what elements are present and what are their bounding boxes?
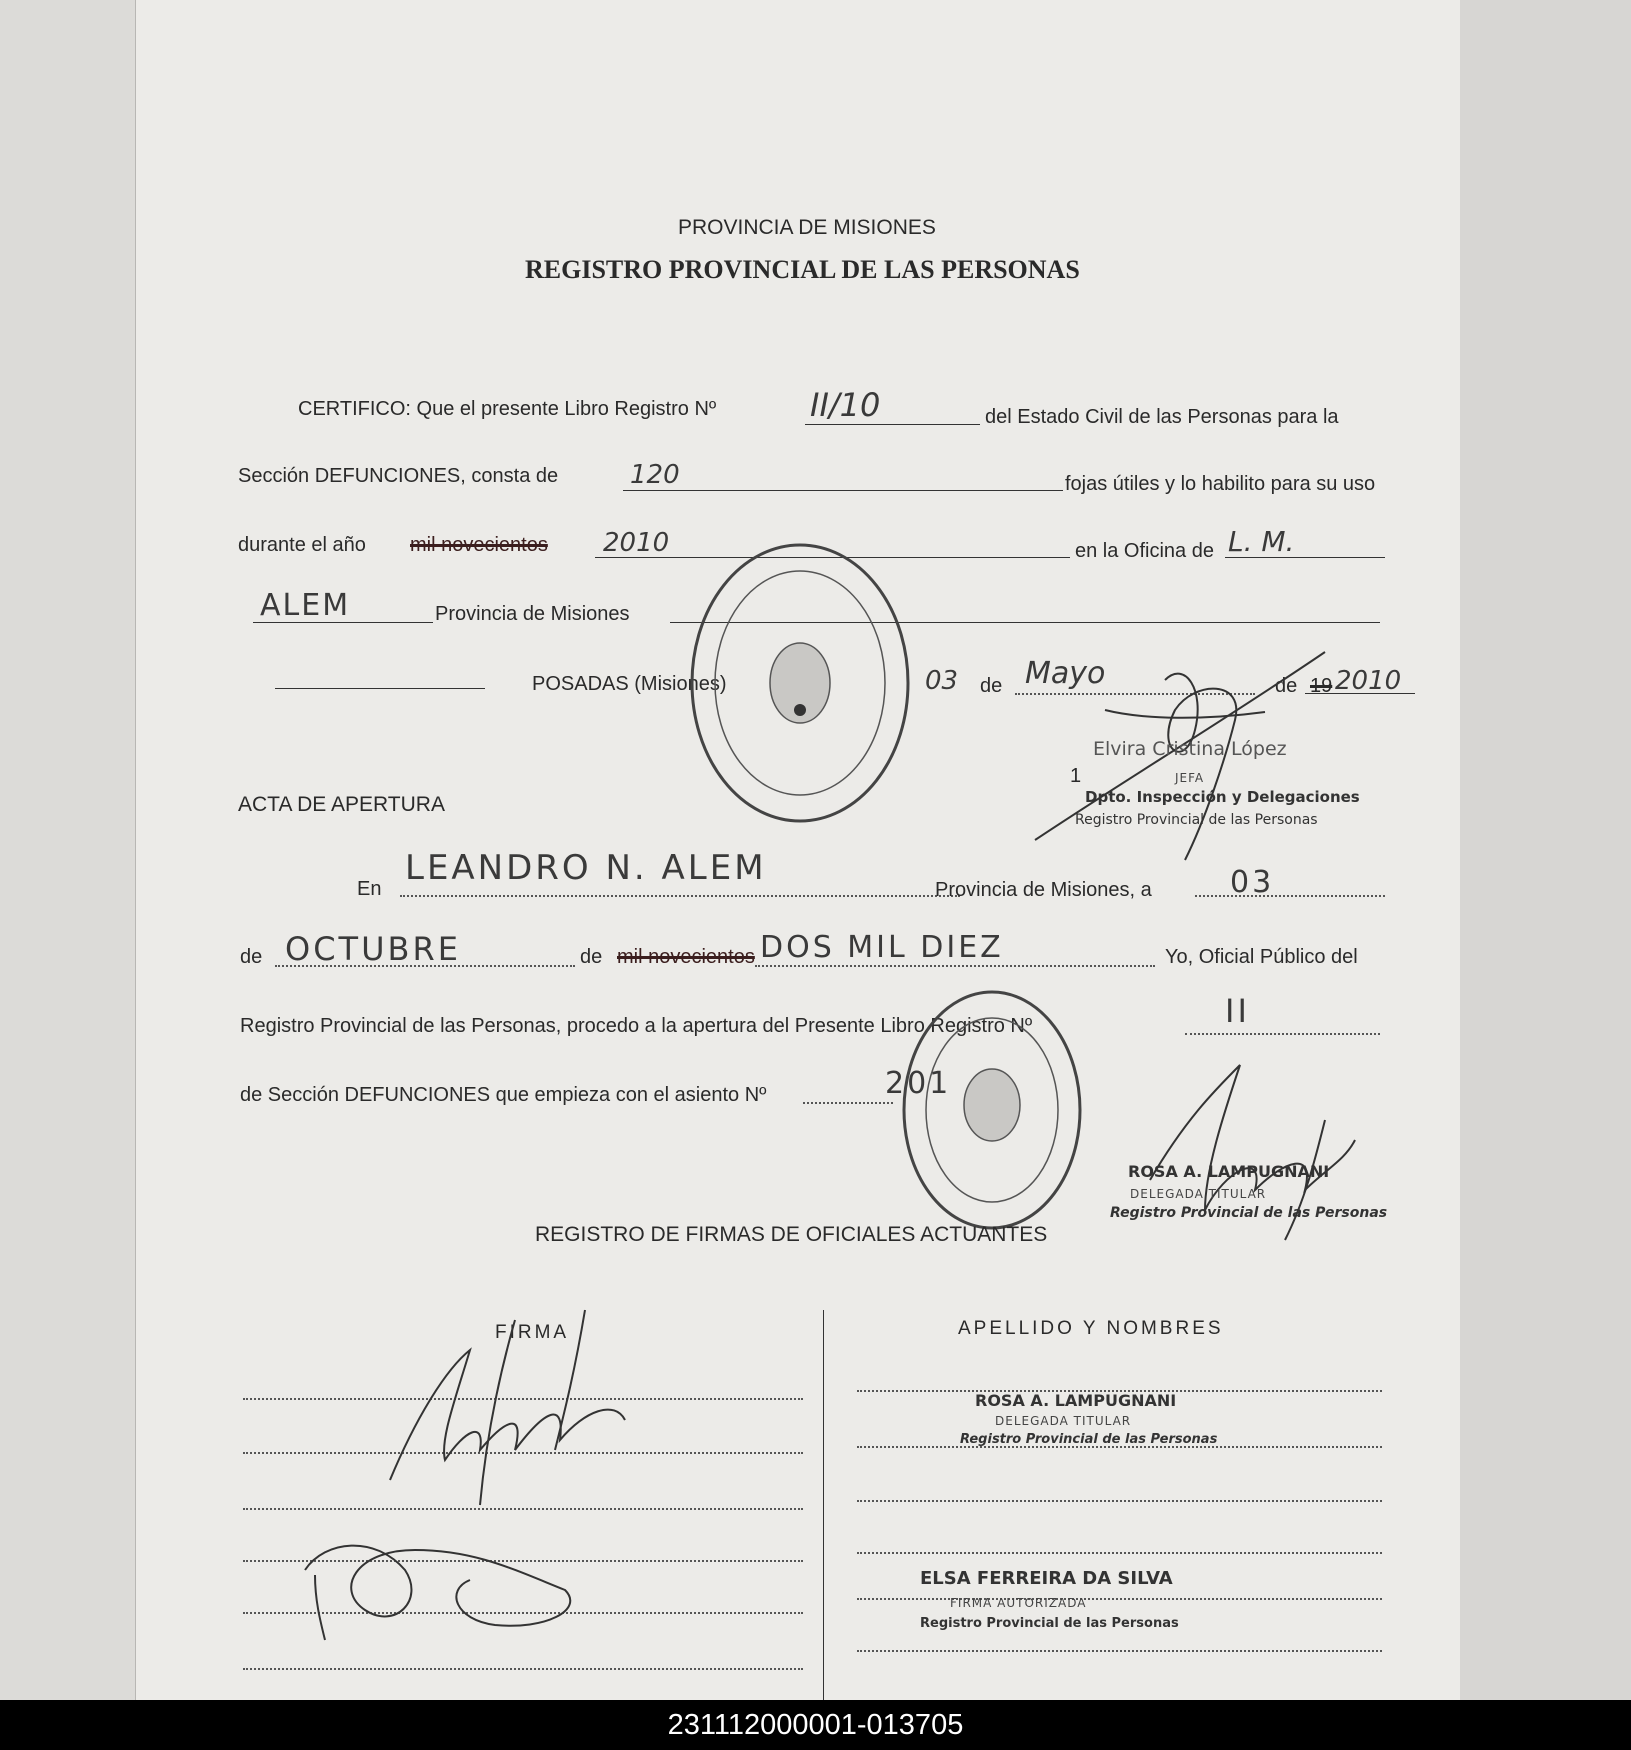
background-left: [0, 0, 135, 1700]
entry1-name: ROSA A. LAMPUGNANI: [975, 1391, 1177, 1410]
signature-3: [385, 1310, 705, 1510]
acta-asiento: 201: [885, 1066, 952, 1101]
entry2-role: FIRMA AUTORIZADA: [950, 1596, 1087, 1610]
acta-day: 03: [1230, 865, 1275, 900]
col-nombres: APELLIDO Y NOMBRES: [958, 1318, 1224, 1339]
signature-2: [1145, 1060, 1385, 1250]
libro-number: II/10: [810, 386, 881, 424]
year-words-dots: [755, 965, 1155, 967]
acta-struck: mil novecientos: [617, 946, 755, 968]
registro-dots: [1185, 1033, 1380, 1035]
entry1-role: DELEGADA TITULAR: [995, 1414, 1132, 1428]
cert-line1-b: del Estado Civil de las Personas para la: [985, 406, 1339, 428]
posadas-text: POSADAS (Misiones): [532, 673, 727, 695]
year2-handwritten: 2010: [1335, 666, 1402, 696]
de-text-2: de: [1275, 675, 1298, 697]
place-dots: [400, 895, 960, 897]
acta-en: En: [357, 878, 382, 900]
office-name-1: L. M.: [1228, 525, 1295, 558]
day-dots: [1195, 895, 1385, 897]
acta-de: de: [240, 946, 263, 968]
acta-line4: de Sección DEFUNCIONES que empieza con el asiento Nº: [240, 1084, 767, 1106]
office-name-2: ALEM: [260, 588, 351, 623]
background-right: [1460, 0, 1631, 1700]
stamp2-name: ROSA A. LAMPUGNANI: [1128, 1162, 1330, 1181]
oval-seal-1: [680, 540, 960, 830]
acta-year-words: DOS MIL DIEZ: [760, 930, 1004, 965]
office-underline-1: [1225, 557, 1385, 558]
acta-prov: Provincia de Misiones, a: [935, 879, 1152, 901]
entry2-name: ELSA FERREIRA DA SILVA: [920, 1568, 1173, 1589]
cert-line3-b: en la Oficina de: [1075, 540, 1214, 562]
stamp1-dept: Dpto. Inspección y Delegaciones: [1085, 788, 1360, 806]
acta-de2: de: [580, 946, 603, 968]
cert-line4: Provincia de Misiones: [435, 603, 630, 625]
acta-registro-no: II: [1225, 992, 1250, 1030]
cert-line2-a: Sección DEFUNCIONES, consta de: [238, 465, 559, 487]
entry1-registry: Registro Provincial de las Personas: [960, 1432, 1218, 1447]
nombre-row-3: [857, 1500, 1382, 1502]
nombre-row-6: [857, 1650, 1382, 1652]
nombre-row-4: [857, 1552, 1382, 1554]
entry2-registry: Registro Provincial de las Personas: [920, 1616, 1179, 1631]
struck-text: mil novecientos: [410, 534, 548, 556]
cert-line1-a: CERTIFICO: Que el presente Libro Registro Nº: [298, 398, 717, 420]
footer-code-bar: [0, 1700, 1631, 1750]
province-title: PROVINCIA DE MISIONES: [678, 216, 936, 239]
fojas-count: 120: [630, 460, 680, 490]
acta-month: OCTUBRE: [285, 930, 461, 968]
stamp2-registry: Registro Provincial de las Personas: [1110, 1205, 1388, 1221]
column-divider: [823, 1310, 824, 1700]
acta-heading: ACTA DE APERTURA: [238, 793, 445, 816]
libro-underline: [805, 424, 980, 425]
col-firma: FIRMA: [495, 1322, 570, 1343]
document-page: [135, 0, 1460, 1700]
de-text: de: [980, 675, 1003, 697]
signatures-heading: REGISTRO DE FIRMAS DE OFICIALES ACTUANTES: [535, 1223, 1048, 1246]
month-dots-2: [275, 965, 575, 967]
line5-blank: [275, 688, 485, 689]
page-mark: 1: [1070, 765, 1082, 787]
acta-line3: Registro Provincial de las Personas, procedo a la apertura del Presente Libro Registro Nº: [240, 1015, 1033, 1037]
struck-19: 19: [1310, 675, 1333, 697]
nombre-row-5: [857, 1598, 1382, 1600]
office-underline-2: [253, 622, 433, 623]
signature-4: [295, 1530, 595, 1650]
asiento-dots: [803, 1102, 893, 1104]
cert-line3-a: durante el año: [238, 534, 366, 556]
oval-seal-2: [900, 990, 1090, 1240]
stamp1-registry: Registro Provincial de las Personas: [1075, 812, 1318, 828]
stamp1-role: JEFA: [1175, 771, 1205, 785]
registry-title: REGISTRO PROVINCIAL DE LAS PERSONAS: [525, 255, 1080, 284]
year-handwritten: 2010: [603, 528, 670, 558]
acta-place: LEANDRO N. ALEM: [405, 848, 767, 888]
cert-line2-b: fojas útiles y lo habilito para su uso: [1065, 473, 1376, 495]
stamp1-name: Elvira Cristina López: [1093, 738, 1287, 760]
month-handwritten: Mayo: [1025, 656, 1106, 691]
stamp2-role: DELEGADA TITULAR: [1130, 1187, 1267, 1201]
day-handwritten: 03: [925, 666, 959, 696]
acta-yo: Yo, Oficial Público del: [1165, 946, 1358, 968]
fojas-underline: [623, 490, 1063, 491]
footer-code: 231112000001-013705: [667, 1709, 964, 1741]
firma-row-6: [243, 1668, 803, 1670]
